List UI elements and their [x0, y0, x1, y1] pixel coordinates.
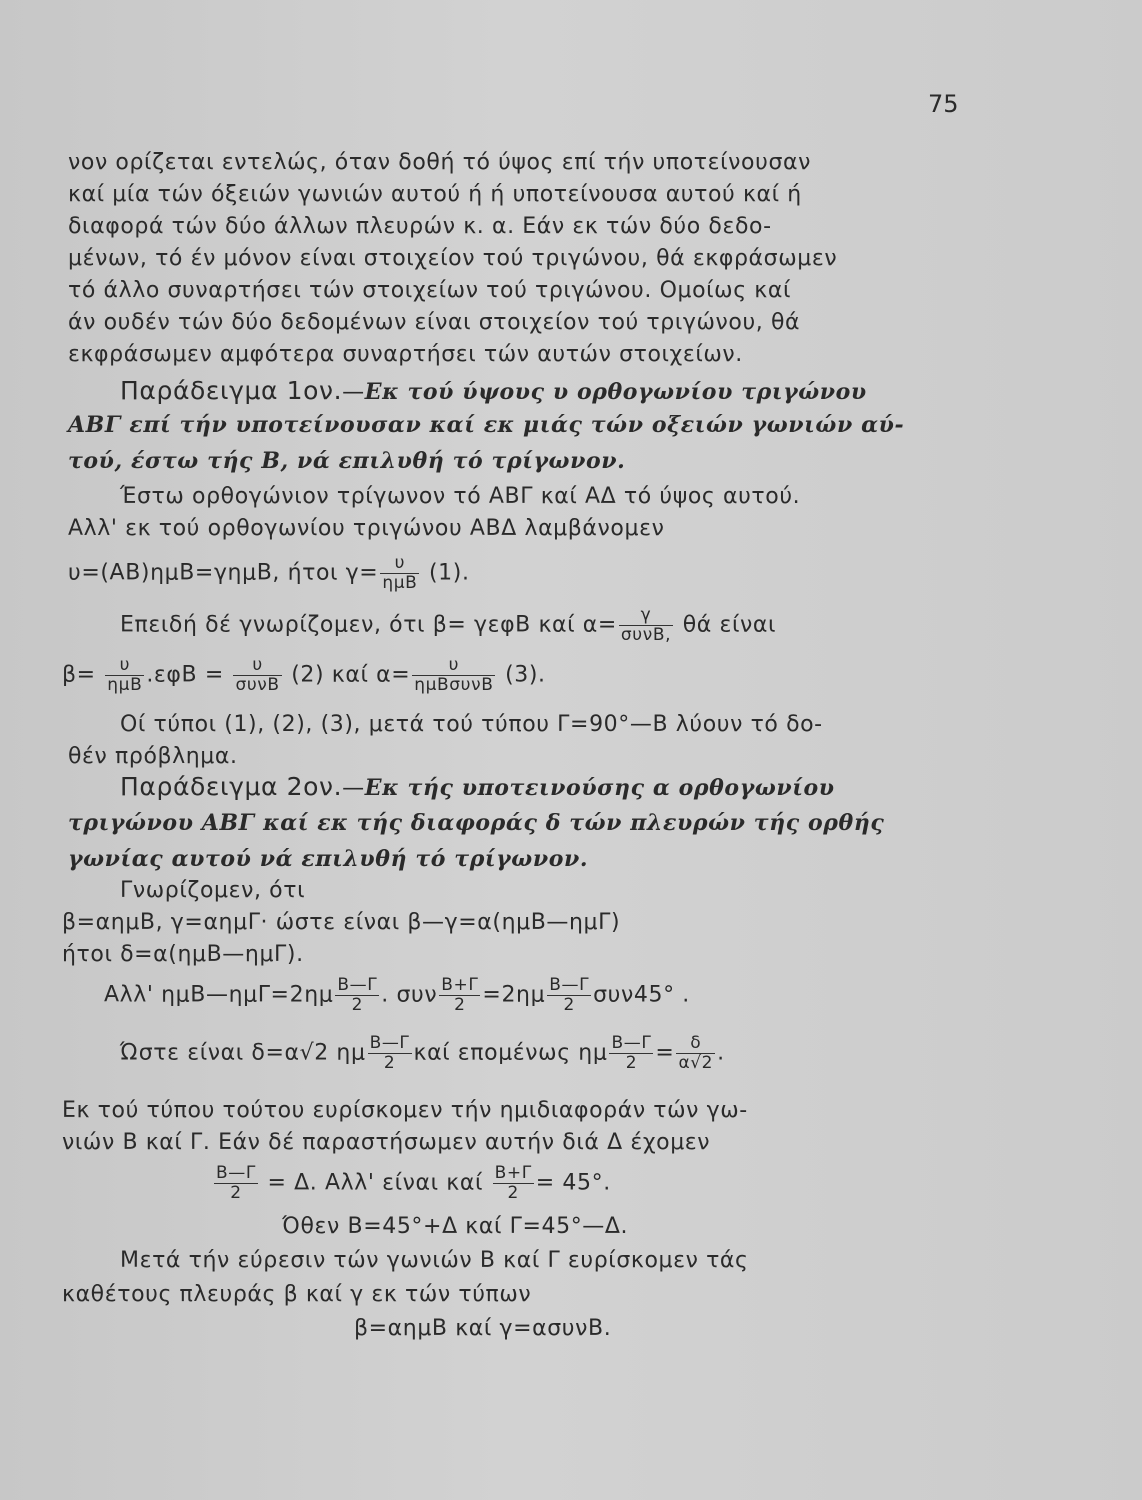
text-line: μένων, τό έν μόνον είναι στοιχείον τού τριγώνου, θά εκφράσωμεν: [68, 246, 838, 271]
fraction-numerator: Β—Γ: [611, 1033, 652, 1053]
fraction: [412, 656, 495, 695]
fraction-denominator: συνΒ,: [620, 625, 672, 645]
example1-statement: Εκ τού ύψους υ ορθογωνίου τριγώνου: [364, 379, 867, 405]
fraction-numerator: Β—Γ: [549, 975, 590, 995]
equation-text: Αλλ' ημΒ—ημΓ=2ημ: [104, 982, 334, 1008]
text-line: τό άλλο συναρτήσει τών στοιχείων τού τριγώνου. Ομοίως καί: [68, 278, 792, 303]
fraction-numerator: υ: [394, 553, 406, 573]
equation-text: .εφΒ =: [146, 662, 224, 688]
fraction-denominator: ημΒσυνΒ: [414, 675, 494, 695]
fraction-denominator: 2: [439, 995, 480, 1015]
example1-title: Παράδειγμα 1ον.: [120, 376, 343, 405]
example2-heading: [120, 772, 835, 801]
text-line: ήτοι δ=α(ημΒ—ημΓ).: [62, 942, 304, 967]
example1-heading: [120, 376, 867, 405]
equation-text: =2ημ: [482, 982, 546, 1008]
equation-3: [104, 976, 690, 1015]
fraction-denominator: συνΒ: [235, 675, 280, 695]
equation-tag: (1).: [428, 560, 470, 586]
fraction-denominator: 2: [547, 995, 591, 1015]
fraction-denominator: 2: [493, 1183, 534, 1203]
fraction-numerator: υ: [448, 655, 460, 675]
equation-tag: (3).: [505, 662, 546, 688]
fraction: [380, 554, 419, 593]
fraction-denominator: α√2: [678, 1053, 714, 1073]
text-line: Εκ τού τύπου τούτου ευρίσκομεν τήν ημιδιαφοράν τών γω-: [62, 1098, 748, 1123]
fraction: [214, 1164, 258, 1203]
equation-line: [120, 606, 776, 645]
example2-statement: Εκ τής υποτεινούσης α ορθογωνίου: [364, 775, 835, 801]
fraction-denominator: ημΒ: [382, 573, 418, 593]
text-line: Οί τύποι (1), (2), (3), μετά τού τύπου Γ=90°—Β λύουν τό δο-: [120, 712, 823, 737]
text-line: Μετά τήν εύρεσιν τών γωνιών Β καί Γ ευρίσκομεν τάς: [120, 1248, 749, 1273]
fraction: [105, 656, 144, 695]
text-line: νον ορίζεται εντελώς, όταν δοθή τό ύψος επί τήν υποτείνουσαν: [68, 150, 811, 175]
equation-text: = 45°.: [535, 1170, 611, 1196]
equation-text: =: [655, 1040, 675, 1066]
text-line: Έστω ορθογώνιον τρίγωνον τό ΑΒΓ καί ΑΔ τό ύψος αυτού.: [120, 484, 801, 509]
fraction-denominator: 2: [368, 1053, 412, 1073]
fraction-numerator: γ: [640, 605, 652, 625]
equation-text: . συν: [381, 982, 438, 1008]
fraction-denominator: 2: [214, 1183, 258, 1203]
fraction-denominator: 2: [335, 995, 379, 1015]
fraction: [547, 976, 591, 1015]
fraction: [493, 1164, 534, 1203]
equation-text: Επειδή δέ γνωρίζομεν, ότι β= γεφΒ καί α=: [120, 612, 617, 638]
fraction-numerator: δ: [690, 1033, 702, 1053]
text-line: καθέτους πλευράς β καί γ εκ τών τύπων: [62, 1282, 532, 1307]
equation-text: υ=(ΑΒ)ημΒ=γημΒ, ήτοι γ=: [68, 560, 379, 586]
equation-text: Ώστε είναι δ=α√2 ημ: [120, 1040, 366, 1066]
text-line: άν ουδέν τών δύο δεδομένων είναι στοιχείον τού τριγώνου, θά: [68, 310, 801, 335]
equation-text: .: [717, 1040, 725, 1066]
equation-text: β=: [62, 662, 96, 688]
example2-dash: —: [342, 776, 365, 801]
text-line: καί μία τών όξειών γωνιών αυτού ή ή υποτείνουσα αυτού καί ή: [68, 182, 802, 207]
fraction: [439, 976, 480, 1015]
text-line: θέν πρόβλημα.: [68, 744, 238, 769]
fraction-numerator: Β—Γ: [369, 1033, 410, 1053]
text-line: Γνωρίζομεν, ότι: [120, 878, 306, 903]
text-line: β=αημΒ, γ=αημΓ· ώστε είναι β—γ=α(ημΒ—ημΓ): [62, 910, 621, 935]
equation-2-3: [62, 656, 546, 695]
text-line: Όθεν Β=45°+Δ καί Γ=45°—Δ.: [282, 1214, 629, 1239]
text-line: εκφράσωμεν αμφότερα συναρτήσει τών αυτών στοιχείων.: [68, 342, 743, 367]
example1-statement-line: ΑΒΓ επί τήν υποτείνουσαν καί εκ μιάς τών οξειών γωνιών αύ-: [68, 412, 905, 438]
example1-statement-line: τού, έστω τής Β, νά επιλυθή τό τρίγωνον.: [68, 448, 626, 474]
equation-5: [212, 1164, 611, 1203]
equation-text: συν45° .: [593, 982, 690, 1008]
fraction: [335, 976, 379, 1015]
fraction-numerator: Β—Γ: [337, 975, 378, 995]
equation-tag: (2) καί α=: [291, 662, 411, 688]
equation-text: καί επομένως ημ: [413, 1040, 608, 1066]
text-line: διαφορά τών δύο άλλων πλευρών κ. α. Εάν εκ τών δύο δεδο-: [68, 214, 772, 239]
fraction-denominator: ημΒ: [107, 675, 143, 695]
fraction-numerator: υ: [119, 655, 131, 675]
fraction: [619, 606, 673, 645]
page-number: 75: [928, 90, 959, 118]
text-line: Αλλ' εκ τού ορθογωνίου τριγώνου ΑΒΔ λαμβάνομεν: [68, 516, 665, 541]
fraction: [233, 656, 281, 695]
equation-text: θά είναι: [682, 612, 777, 638]
fraction: [676, 1034, 715, 1073]
text-line: νιών Β καί Γ. Εάν δέ παραστήσωμεν αυτήν διά Δ έχομεν: [62, 1130, 711, 1155]
fraction: [609, 1034, 653, 1073]
example2-statement-line: γωνίας αυτού νά επιλυθή τό τρίγωνον.: [68, 846, 589, 872]
fraction-numerator: Β—Γ: [216, 1163, 256, 1183]
example2-title: Παράδειγμα 2ον.: [120, 772, 343, 801]
text-line: β=αημΒ καί γ=ασυνΒ.: [354, 1316, 612, 1341]
fraction-denominator: 2: [609, 1053, 653, 1073]
fraction-numerator: υ: [252, 655, 263, 675]
equation-4: [120, 1034, 725, 1073]
example2-statement-line: τριγώνου ΑΒΓ καί εκ τής διαφοράς δ τών πλευρών τής ορθής: [68, 810, 885, 836]
fraction-numerator: Β+Γ: [494, 1163, 532, 1183]
fraction: [368, 1034, 412, 1073]
example1-dash: —: [342, 380, 365, 405]
fraction-numerator: Β+Γ: [441, 975, 479, 995]
equation-1: [68, 554, 470, 593]
equation-text: = Δ. Αλλ' είναι καί: [267, 1170, 484, 1196]
